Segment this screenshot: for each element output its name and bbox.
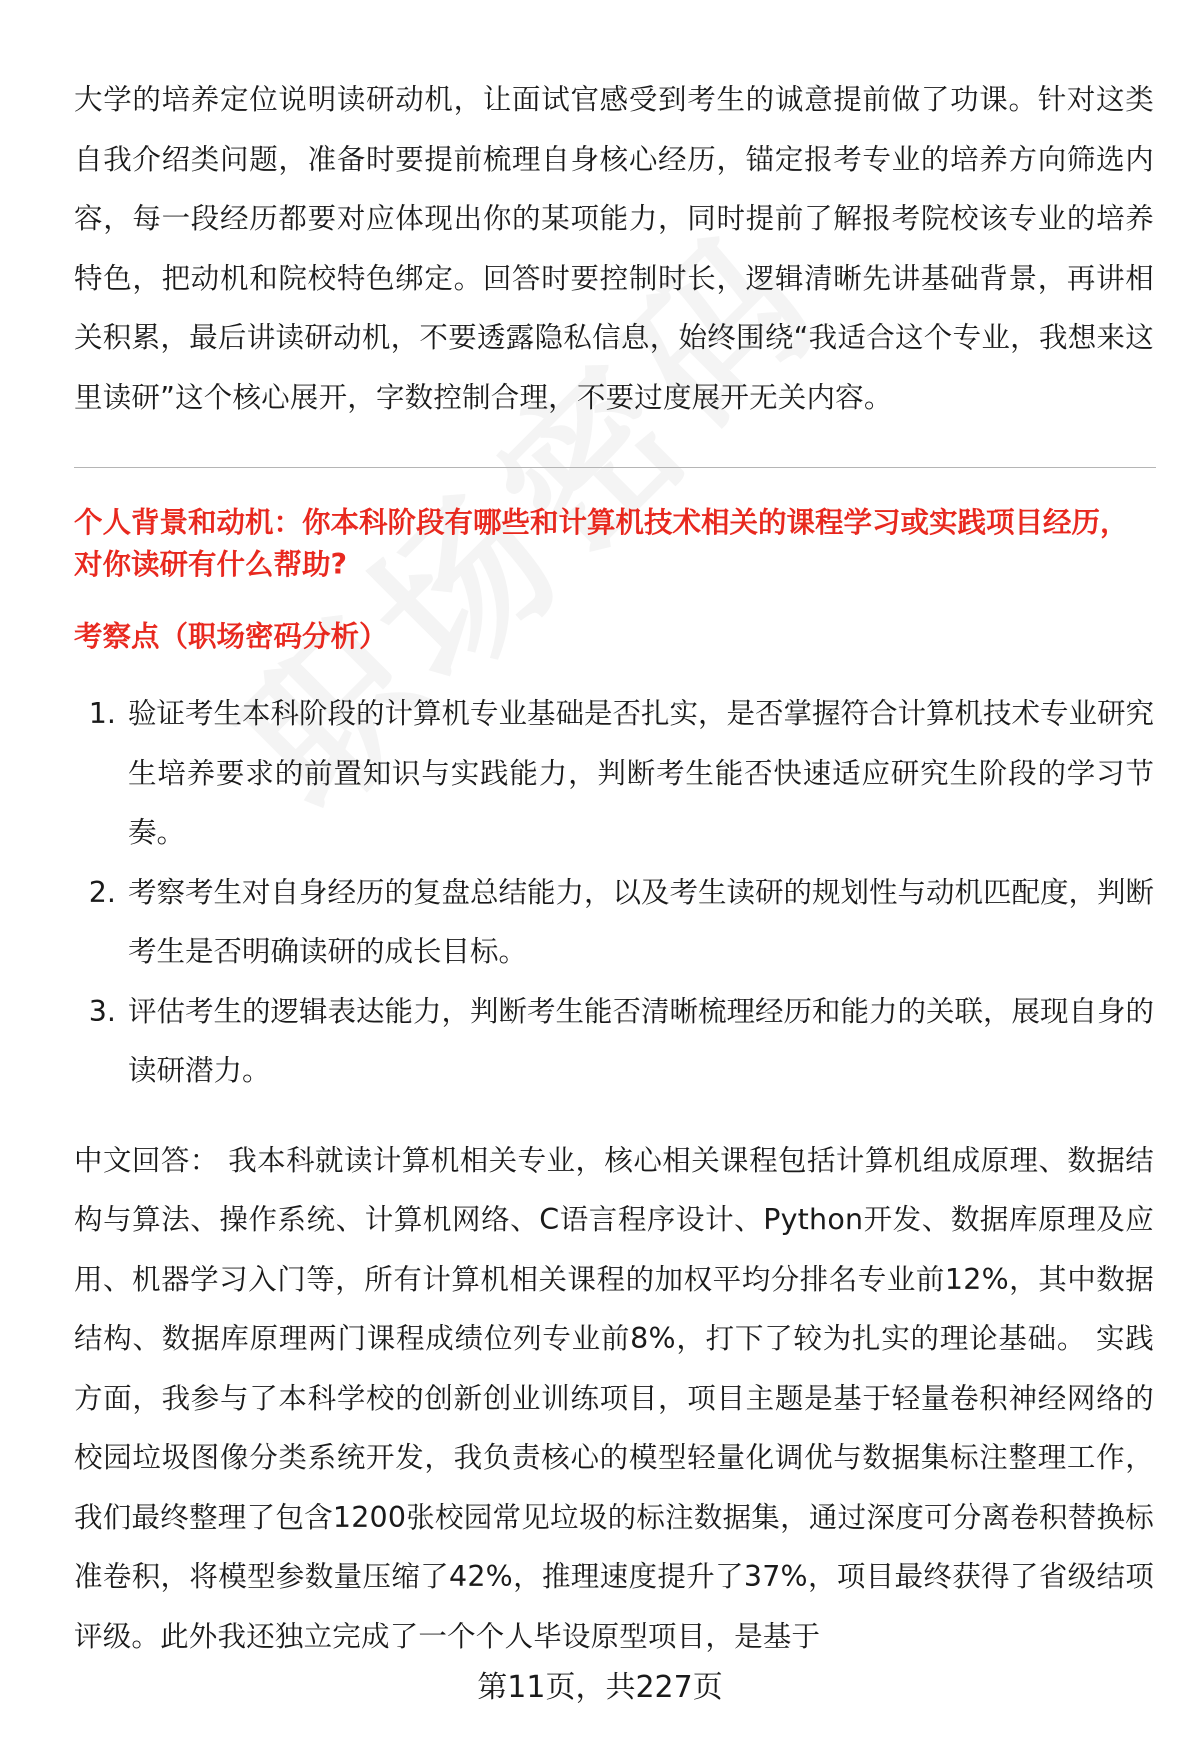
answer-paragraph: 中文回答： 我本科就读计算机相关专业，核心相关课程包括计算机组成原理、数据结构与算法、操作系统、计算机网络、C语言程序设计、Python开发、数据库原理及应用、机器学习入门等，所有计算机相关课程的加权平均分排名专业前12%，其中数据结构、数据库原理两门课程成绩位列专业前8%，打下了较为扎实的理论基础。 实践方面，我参与了本科学校的创新创业训练项目，项目主题是基于轻量卷积神经网络的校园垃圾图像分类系统开发，我负责核心的模型轻量化调优与数据集标注整理工作，我们最终整理了包含1200张校园常见垃圾的标注数据集，通过深度可分离卷积替换标准卷积，将模型参数量压缩了42%，推理速度提升了37%，项目最终获得了省级结项评级。此外我还独立完成了一个个人毕设原型项目，是基于 — [74, 1143, 1155, 1653]
list-item — [74, 982, 1154, 1101]
list-item-number: 3. — [88, 994, 116, 1028]
analysis-list — [74, 684, 1154, 1101]
list-item-number: 2. — [88, 875, 116, 909]
intro-paragraph: 大学的培养定位说明读研动机，让面试官感受到考生的诚意提前做了功课。针对这类自我介绍类问题，准备时要提前梳理自身核心经历，锚定报考专业的培养方向筛选内容，每一段经历都要对应体现出你的某项能力，同时提前了解报考院校该专业的培养特色，把动机和院校特色绑定。回答时要控制时长，逻辑清晰先讲基础背景，再讲相关积累，最后讲读研动机，不要透露隐私信息，始终围绕“我适合这个专业，我想来这里读研”这个核心展开，字数控制合理，不要过度展开无关内容。 — [74, 83, 1154, 414]
list-item-text: 考察考生对自身经历的复盘总结能力，以及考生读研的规划性与动机匹配度，判断考生是否明确读研的成长目标。 — [128, 875, 1155, 968]
question-heading: 个人背景和动机：你本科阶段有哪些和计算机技术相关的课程学习或实践项目经历，对你读研有什么帮助? — [74, 506, 1129, 581]
page-number-footer: 第11页，共227页 — [477, 1670, 723, 1705]
list-item-text: 验证考生本科阶段的计算机专业基础是否扎实，是否掌握符合计算机技术专业研究生培养要求的前置知识与实践能力，判断考生能否快速适应研究生阶段的学习节奏。 — [128, 697, 1155, 849]
list-item-number: 1. — [88, 697, 116, 730]
list-item — [74, 863, 1154, 982]
document-page — [74, 70, 1154, 1666]
list-item — [74, 684, 1154, 863]
analysis-heading: 考察点（职场密码分析） — [74, 620, 388, 653]
list-item-text: 评估考生的逻辑表达能力，判断考生能否清晰梳理经历和能力的关联，展现自身的读研潜力。 — [128, 994, 1155, 1087]
section-divider — [74, 467, 1156, 468]
